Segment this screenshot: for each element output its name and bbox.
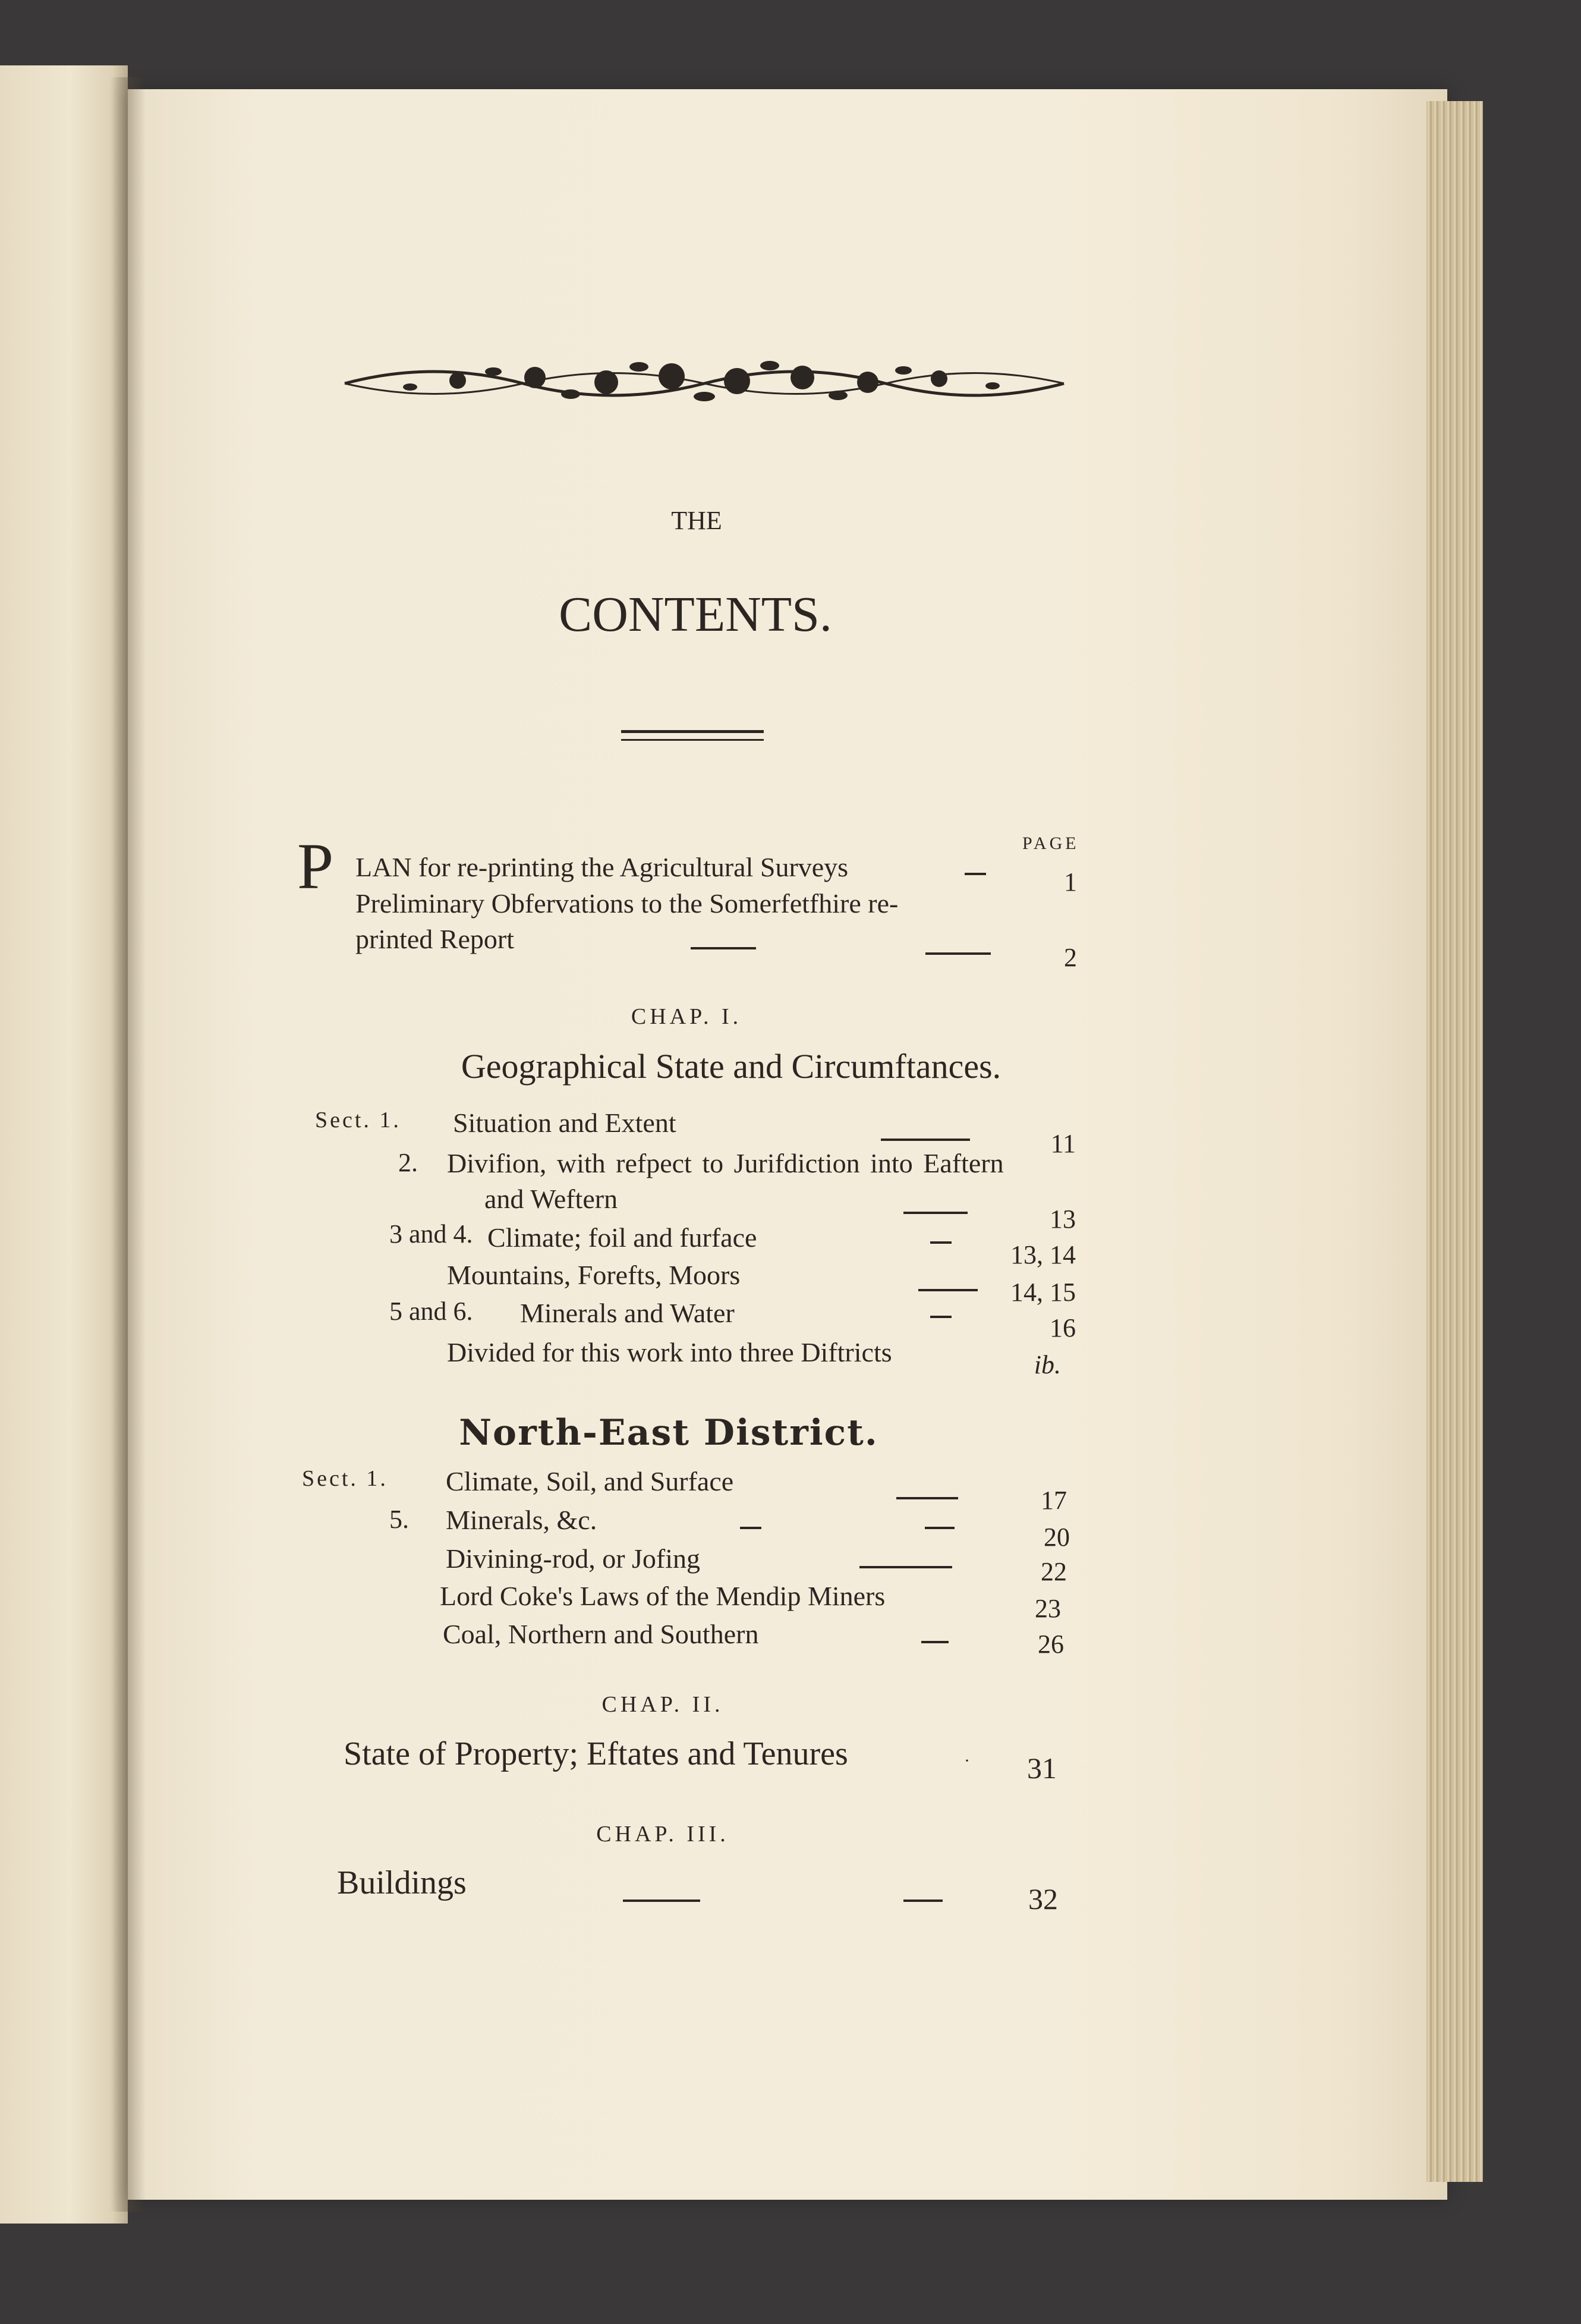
toc-entry: Mountains, Forefts, Moors: [447, 1260, 741, 1290]
section-label: Sect. 1.: [315, 1108, 401, 1133]
district-title: North-East District.: [459, 1412, 878, 1454]
toc-entry: Minerals, &c.: [446, 1505, 597, 1535]
title-prefix: THE: [671, 506, 722, 535]
page-number: 32: [1028, 1882, 1058, 1916]
leader-dash: [930, 1241, 952, 1244]
page-number: 31: [1027, 1751, 1057, 1785]
facing-page: [0, 65, 128, 2224]
toc-entry: Divining-rod, or Jofing: [446, 1543, 701, 1574]
toc-entry: Minerals and Water: [520, 1298, 735, 1328]
toc-entry-preliminary: Preliminary Obfervations to the Somerfetfhire re-: [355, 888, 899, 919]
floral-ornament: [339, 348, 1070, 413]
toc-entry: Divifion, with refpect to Jurifdiction into Eaftern: [447, 1148, 1004, 1178]
page-number: ib.: [1034, 1350, 1061, 1379]
title-rule-top: [621, 730, 764, 733]
leader-dash: [623, 1900, 700, 1902]
toc-entry: Situation and Extent: [453, 1108, 676, 1138]
chapter-title: Buildings: [337, 1864, 467, 1901]
leader-dot: ·: [964, 1751, 970, 1770]
leader-dash: [930, 1316, 952, 1318]
leader-dash: [881, 1139, 970, 1141]
page-number: 17: [1041, 1486, 1067, 1515]
page-number: 23: [1035, 1594, 1061, 1623]
leader-dash: [965, 873, 986, 875]
book-gutter: [110, 77, 146, 2212]
toc-entry: Coal, Northern and Southern: [443, 1619, 759, 1649]
page-title: CONTENTS.: [559, 587, 832, 642]
page-number: 22: [1041, 1557, 1067, 1586]
leader-dash: [903, 1900, 943, 1902]
chapter-heading: CHAP. III.: [596, 1822, 729, 1847]
leader-dash: [859, 1566, 952, 1568]
leader-dash: [903, 1212, 968, 1214]
page-number: 11: [1050, 1129, 1076, 1158]
section-number: 3 and 4.: [389, 1219, 473, 1249]
chapter-heading: CHAP. II.: [601, 1692, 724, 1717]
page-number: 26: [1038, 1630, 1064, 1659]
chapter-title: Geographical State and Circumftances.: [461, 1047, 1001, 1086]
page-number: 1: [1064, 867, 1077, 897]
section-number: 5.: [389, 1505, 409, 1534]
page-number: 13: [1050, 1205, 1076, 1234]
section-number: 2.: [398, 1148, 418, 1177]
page-edges: [1426, 101, 1483, 2182]
section-label: Sect. 1.: [302, 1466, 388, 1491]
toc-entry-cont: and Weftern: [484, 1184, 618, 1214]
leader-dash: [918, 1289, 978, 1291]
toc-entry-plan: LAN for re-printing the Agricultural Surveys: [355, 852, 849, 882]
chapter-heading: CHAP. I.: [631, 1004, 742, 1029]
drop-cap: P: [297, 830, 334, 902]
page-column-label: PAGE: [1022, 834, 1079, 853]
toc-entry-preliminary-cont: printed Report: [355, 924, 514, 954]
section-number: 5 and 6.: [389, 1297, 473, 1326]
page-number: 16: [1050, 1313, 1076, 1342]
page-number: 13, 14: [1010, 1240, 1076, 1269]
toc-entry: Climate, Soil, and Surface: [446, 1466, 734, 1496]
page-number: 14, 15: [1010, 1278, 1076, 1307]
leader-dash: [921, 1641, 949, 1643]
leader-dash: [740, 1527, 761, 1529]
toc-entry: Divided for this work into three Diftricts: [447, 1337, 892, 1367]
leader-dash: [896, 1497, 958, 1499]
toc-entry: Lord Coke's Laws of the Mendip Miners: [440, 1581, 886, 1611]
toc-entry: Climate; foil and furface: [487, 1222, 757, 1253]
chapter-title: State of Property; Eftates and Tenures: [344, 1735, 848, 1772]
leader-dash: [691, 947, 756, 949]
leader-dash: [925, 952, 991, 955]
leader-dash: [925, 1527, 955, 1529]
page-number: 20: [1044, 1523, 1070, 1552]
title-rule-bottom: [621, 739, 764, 741]
page-number: 2: [1064, 943, 1077, 972]
